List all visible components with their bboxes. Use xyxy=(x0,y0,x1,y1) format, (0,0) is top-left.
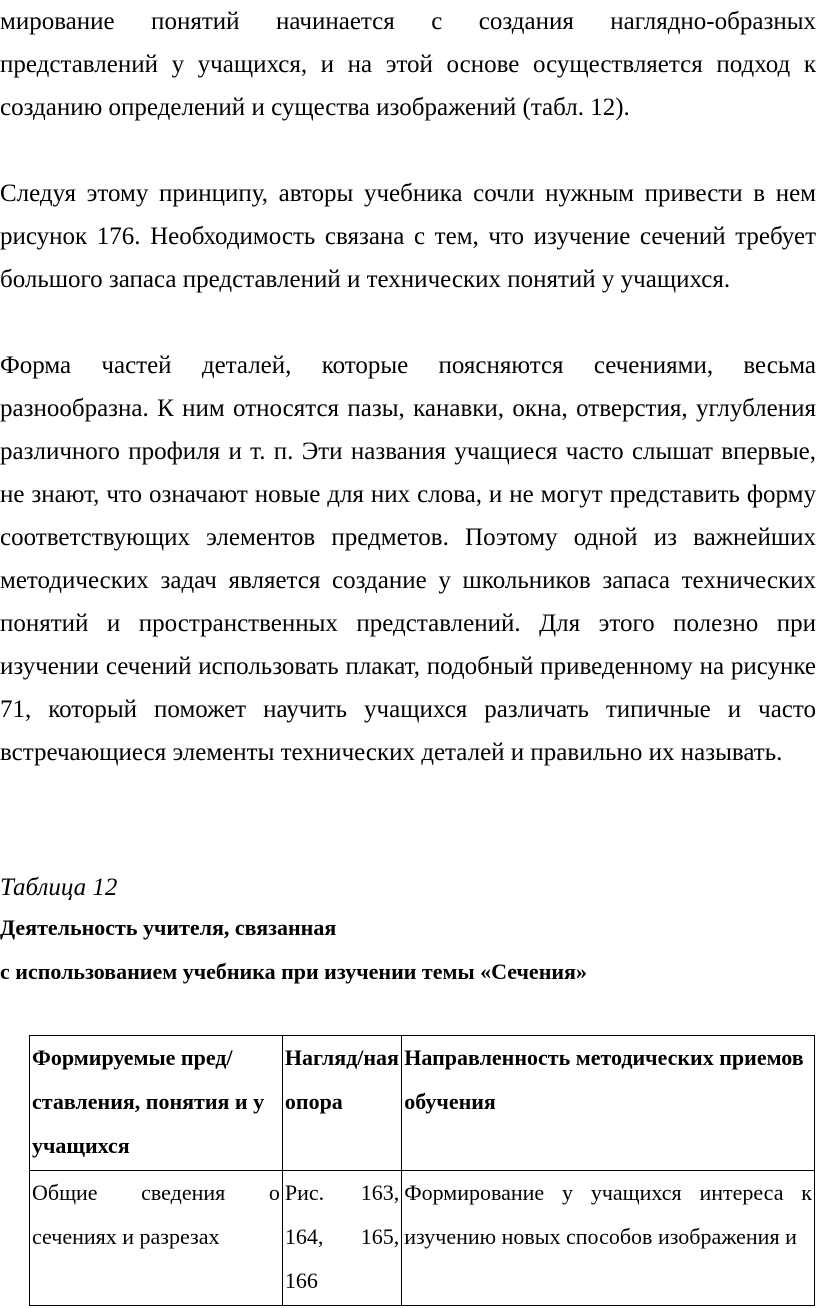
table-cell xyxy=(282,1171,401,1306)
paragraph-3: Форма частей деталей, которые поясняются сечениями, весьма разнообразна. К ним относятся пазы, канавки, окна, отверстия, углубления различного профиля и т. п. Эти названия учащиеся часто слышат впервые, не знают, что означают новые для них слова, и не могут представить форму соответствующих элементов предметов. Поэтому одной из важнейших методических задач является создание у школьников запаса технических понятий и пространственных представлений. Для этого полезно при изучении сечений использовать плакат, подобный приведенному на рисунке 71, который поможет научить учащихся различать типичные и часто встречающиеся элементы технических деталей и правильно их называть. xyxy=(0,352,816,766)
table-header-cell xyxy=(30,1036,283,1171)
table-caption: Таблица 12 xyxy=(0,874,118,901)
table-title-line-2: с использованием учебника при изучении темы «Сечения» xyxy=(0,959,587,984)
paragraph-2: Следуя этому принципу, авторы учебника сочли нужным привести в нем рисунок 176. Необходимость связана с тем, что изучение сечений требует большого запаса представлений и технических понятий у учащихся. xyxy=(0,180,816,293)
table-header-row xyxy=(30,1036,815,1171)
table-cell xyxy=(402,1171,815,1306)
table-header-cell xyxy=(282,1036,401,1171)
header-concepts: Формируемые пред/ставления, понятия и у учащихся xyxy=(32,1045,265,1158)
table-row xyxy=(30,1171,815,1306)
table-header-cell xyxy=(402,1036,815,1171)
paragraph-1: мирование понятий начинается с создания наглядно-образных представлений у учащихся, и на этой основе осуществляется подход к созданию определений и существа изображений (табл. 12). xyxy=(0,8,816,121)
methods-table xyxy=(29,1035,815,1306)
table-title-line-1: Деятельность учителя, связанная xyxy=(0,915,337,940)
header-methods: Направленность методических приемов обучения xyxy=(404,1045,804,1114)
header-visual-aid: Нагляд/ная опора xyxy=(284,1045,399,1114)
cell-visual-aid: Рис. 163, 164, 165, 166 xyxy=(284,1180,400,1293)
cell-concepts: Общие сведения о сечениях и разрезах xyxy=(32,1180,280,1249)
table-cell xyxy=(30,1171,283,1306)
cell-methods: Формирование у учащихся интереса к изучению новых способов изображения и xyxy=(404,1180,812,1249)
